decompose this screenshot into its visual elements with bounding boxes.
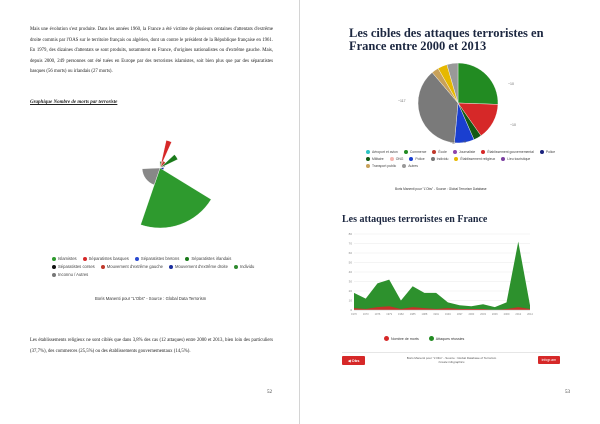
pie-legend-swatch <box>404 150 408 154</box>
pie-legend-label: Police <box>545 150 556 154</box>
polar-legend-swatch <box>101 265 105 269</box>
polar-legend-swatch <box>234 265 238 269</box>
pie-legend-item <box>366 150 398 154</box>
footer-credit-line1: Boris Manenti pour "L'Obs" - Source : Global Database of Terrorism <box>406 355 497 360</box>
pie-legend-label: Aéroport et avion <box>372 150 398 154</box>
y-tick-label: 30 <box>348 279 352 284</box>
y-tick-label: 60 <box>348 251 352 255</box>
pie-label-2: ~10 <box>510 123 516 127</box>
pie-label-5: ~9 <box>462 140 466 144</box>
area-legend-swatch <box>429 336 434 341</box>
polar-legend-swatch <box>185 257 189 261</box>
closing-paragraph: Les établissements religieux ne sont ciblés que dans 3,8% des cas (12 attaques) entre 2000 et 2013, bien loin des particuliers (37,7%), des commerces (25,5%) ou des établissements gouvernementaux (14,5%). <box>30 338 273 354</box>
x-tick-label: 1991 <box>433 313 440 316</box>
polar-legend-swatch <box>52 273 56 277</box>
polar-legend-label: Individu <box>239 264 255 269</box>
footer-credit-line2: Create infographics <box>438 360 465 364</box>
area-legend-label: Nombre de morts <box>391 336 419 341</box>
pie-chart-title <box>349 27 544 53</box>
obs-logo-icon: ◀ <box>348 358 352 363</box>
polar-legend-item <box>52 256 77 261</box>
pie-legend-swatch <box>390 157 394 161</box>
polar-legend-label: Islamistes <box>58 256 77 261</box>
pie-legend-item <box>432 150 446 154</box>
polar-legend-label: Séparatistes basques <box>88 256 129 261</box>
x-tick-label: 2006 <box>491 313 498 316</box>
pie-legend-swatch <box>454 157 458 161</box>
pie-legend-swatch <box>540 150 544 154</box>
x-tick-label: 2014 <box>527 313 533 316</box>
pie-legend-item <box>501 157 530 161</box>
share-label: infogr.am <box>541 358 556 362</box>
y-tick-label: 20 <box>348 289 352 293</box>
polar-chart-legend <box>52 256 267 280</box>
pie-legend-swatch <box>431 157 435 161</box>
infographic-footer <box>342 352 560 367</box>
pie-legend-label: Individu <box>436 157 449 161</box>
pie-legend-label: Établissement gouvernemental <box>487 150 534 154</box>
polar-legend-label: Séparatistes bretons <box>140 256 180 261</box>
area-legend-label: Attaques réussies <box>435 336 465 341</box>
share-button[interactable] <box>538 356 560 364</box>
polar-legend-item <box>169 264 228 269</box>
pie-legend-label: Lieu touristique <box>507 157 531 161</box>
polar-legend-item <box>52 264 95 269</box>
y-tick-label: 80 <box>348 232 352 236</box>
pie-legend-label: Police <box>415 157 425 161</box>
x-tick-label: 1973 <box>362 313 369 316</box>
pie-legend-swatch <box>432 150 436 154</box>
pie-legend-swatch <box>366 150 370 154</box>
pie-legend-swatch <box>402 164 406 168</box>
area-chart-legend <box>384 336 474 344</box>
pie-legend-swatch <box>481 150 485 154</box>
pie-legend-swatch <box>501 157 505 161</box>
section-heading: Graphique Nombre de morts par terroriste <box>30 100 118 105</box>
area-chart <box>340 230 540 330</box>
pie-legend-label: ONG <box>395 157 404 161</box>
obs-logo <box>342 356 365 365</box>
pie-title-line2: France entre 2000 et 2013 <box>349 39 487 53</box>
pie-label-4: ~117 <box>398 99 406 103</box>
area-legend-item <box>384 336 419 341</box>
pie-legend-label: Journaliste <box>458 150 476 154</box>
area-legend-item <box>429 336 465 341</box>
obs-logo-text: Obs <box>351 357 360 363</box>
polar-legend-item <box>234 264 254 269</box>
pie-legend-item <box>404 150 427 154</box>
x-tick-label: 2012 <box>515 313 522 316</box>
polar-legend-item <box>52 272 88 277</box>
x-tick-label: 1988 <box>421 313 428 316</box>
pie-label-3: ~47 <box>450 141 456 145</box>
pie-chart-legend <box>366 150 566 171</box>
line-chart-title: Les attaques terroristes en France <box>342 214 488 225</box>
y-tick-label: 50 <box>348 260 352 265</box>
y-tick-label: 10 <box>348 298 352 303</box>
x-tick-label: 2009 <box>503 313 510 316</box>
polar-legend-swatch <box>52 265 56 269</box>
pie-legend-label: Autres <box>408 164 418 168</box>
pie-legend-label: Commerce <box>409 150 427 154</box>
pie-legend-label: École <box>438 150 447 154</box>
x-tick-label: 1997 <box>456 313 463 316</box>
pie-legend-item <box>366 157 384 161</box>
pie-legend-swatch <box>409 157 413 161</box>
polar-chart-credit: Boris Manenti pour "L'Obs" - Source : Global Data Terrorism <box>95 296 207 301</box>
pie-legend-item <box>454 157 495 161</box>
pie-legend-item <box>366 164 396 168</box>
y-tick-label: 40 <box>348 270 352 274</box>
polar-legend-item <box>135 256 179 261</box>
x-tick-label: 1985 <box>409 313 416 316</box>
polar-legend-swatch <box>135 257 139 261</box>
pie-legend-swatch <box>453 150 457 154</box>
y-tick-label: 70 <box>348 241 352 246</box>
polar-legend-label: Inconnu / Autres <box>58 272 89 277</box>
polar-legend-item <box>83 256 129 261</box>
pie-legend-item <box>481 150 534 154</box>
x-tick-label: 1970 <box>351 313 357 316</box>
area-legend-swatch <box>384 336 389 341</box>
pie-legend-item <box>390 157 404 161</box>
page-number-right: 53 <box>565 390 570 395</box>
area-series-attaques-r-ussies <box>354 242 530 310</box>
polar-legend-item <box>185 256 231 261</box>
pie-legend-item <box>409 157 424 161</box>
pie-legend-item <box>453 150 475 154</box>
page-number-left: 52 <box>267 390 272 395</box>
polar-legend-label: Mouvement d'extrême droite <box>174 264 228 269</box>
pie-title-line1: Les cibles des attaques terroristes en <box>349 26 544 40</box>
pie-legend-swatch <box>366 164 370 168</box>
pie-legend-label: Transport public <box>372 164 397 168</box>
x-tick-label: 2003 <box>480 313 486 316</box>
polar-legend-swatch <box>169 265 173 269</box>
polar-legend-item <box>101 264 163 269</box>
pie-legend-item <box>402 164 418 168</box>
polar-legend-swatch <box>52 257 56 261</box>
right-page <box>300 0 600 424</box>
footer-credit <box>365 356 537 365</box>
pie-chart <box>390 58 570 148</box>
x-tick-label: 1982 <box>398 313 404 316</box>
pie-chart-credit: Boris Manenti pour "L'Obs" - Source : Global Terrorism Database <box>395 187 487 191</box>
x-tick-label: 1994 <box>444 313 451 316</box>
polar-legend-label: Séparatistes corses <box>58 264 95 269</box>
pie-legend-swatch <box>366 157 370 161</box>
polar-area-chart <box>50 118 250 258</box>
x-tick-label: 1979 <box>386 313 393 316</box>
pie-label-1: ~10 <box>508 82 514 86</box>
polar-legend-label: Séparatistes irlandais <box>191 256 232 261</box>
pie-legend-item <box>540 150 555 154</box>
x-tick-label: 1976 <box>374 313 381 316</box>
pie-legend-label: Militaire <box>372 157 384 161</box>
pie-legend-label: Établissement religieux <box>460 157 496 161</box>
polar-legend-swatch <box>83 257 87 261</box>
pie-legend-item <box>431 157 449 161</box>
intro-paragraph: Mais une évolution s'est produite. Dans les années 1960, la France a été victime de plusieurs centaines d'attentats d'extrême droite commis par l'OAS sur le territoire français ou algérien, dont un contre le président de la République française en 1961. En 1979, des dizaines d'attentats se sont produits, notamment en France, d'origines nationalistes ou d'extrême gauche. Mais, depuis 2000, 249 personnes ont été tuées en Europe par des terroristes islamistes, soit bien plus que par des séparatistes basques (56 morts) ou irlandais (27 morts). <box>30 27 273 75</box>
polar-legend-label: Mouvement d'extrême gauche <box>106 264 163 269</box>
y-tick-label: 0 <box>350 308 352 312</box>
pie-slice-commerce <box>458 63 498 104</box>
x-tick-label: 2000 <box>468 313 475 316</box>
